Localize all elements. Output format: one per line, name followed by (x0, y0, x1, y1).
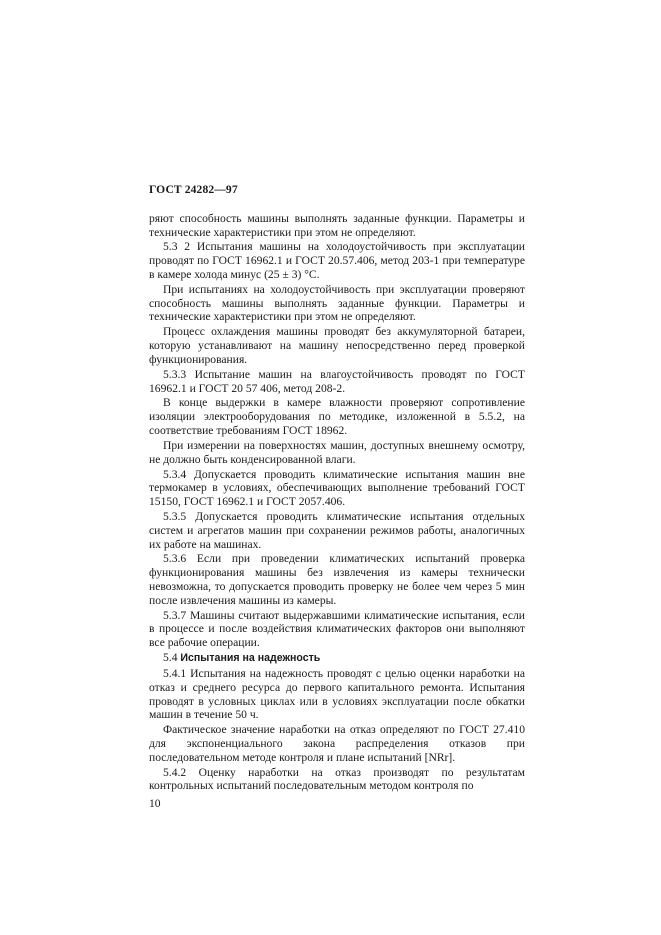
paragraph: 5.3.3 Испытание машин на влагоустойчивость проводят по ГОСТ 16962.1 и ГОСТ 20 57 406, метод 208-2. (149, 367, 525, 395)
paragraph: В конце выдержки в камере влажности проверяют сопротивление изоляции электрооборудования по методике, изложенной в 5.5.2, на соответствие требованиям ГОСТ 18962. (149, 396, 525, 437)
paragraph: 5.4.2 Оценку наработки на отказ производят по результатам контрольных испытаний последовательным методом контроля по (149, 765, 525, 793)
section-title: Испытания на надежность (180, 652, 321, 665)
paragraph: 5.3.6 Если при проведении климатических испытаний проверка функционирования машины без извлечения из камеры технически невозможна, то допускается проводить проверку не более чем через 5 мин после извлечения машины из камеры. (149, 552, 525, 607)
paragraph: 5.3.4 Допускается проводить климатические испытания машин вне термокамер в условиях, обеспечивающих выполнение требований ГОСТ 15150, ГОСТ 16962.1 и ГОСТ 2057.406. (149, 467, 525, 509)
paragraph: ряют способность машины выполнять заданные функции. Параметры и технические характеристики при этом не определяют. (149, 211, 525, 239)
paragraph: Процесс охлаждения машины проводят без аккумуляторной батареи, которую устанавливают на машину непосредственно перед проверкой функционирования. (149, 325, 525, 366)
paragraph: 5.4.1 Испытания на надежность проводят с целью оценки наработки на отказ и среднего ресурса до первого капитального ремонта. Испытания проводят в условных циклах или в условиях эксплуатации после обкатки машин в течение 50 ч. (149, 667, 525, 722)
paragraph: Фактическое значение наработки на отказ определяют по ГОСТ 27.410 для экспоненциального закона распределения отказов при последовательном методе контроля и плане испытаний [NRr]. (149, 723, 525, 764)
paragraph: 5.3 2 Испытания машины на холодоустойчивость при эксплуатации проводят по ГОСТ 16962.1 и ГОСТ 20.57.406, метод 203-1 при температуре в камере холода минус (25 ± 3) °С. (149, 240, 525, 281)
section-heading (149, 651, 525, 666)
section-number: 5.4 (163, 651, 178, 665)
paragraph: При испытаниях на холодоустойчивость при эксплуатации проверяют способность машины выполнять заданные функции. Параметры и технические характеристики при этом не определяют. (149, 282, 525, 324)
document-header: ГОСТ 24282—97 (149, 183, 238, 196)
paragraph: При измерении на поверхностях машин, доступных внешнему осмотру, не должно быть конденсированной влаги. (149, 438, 525, 466)
page-number: 10 (149, 797, 161, 811)
paragraph: 5.3.5 Допускается проводить климатические испытания отдельных систем и агрегатов машин при сохранении режимов работы, аналогичных их работе на машинах. (149, 510, 525, 551)
document-page (149, 183, 525, 811)
paragraph: 5.3.7 Машины считают выдержавшими климатические испытания, если в процессе и после воздействия климатических факторов они выполняют все рабочие операции. (149, 608, 525, 650)
